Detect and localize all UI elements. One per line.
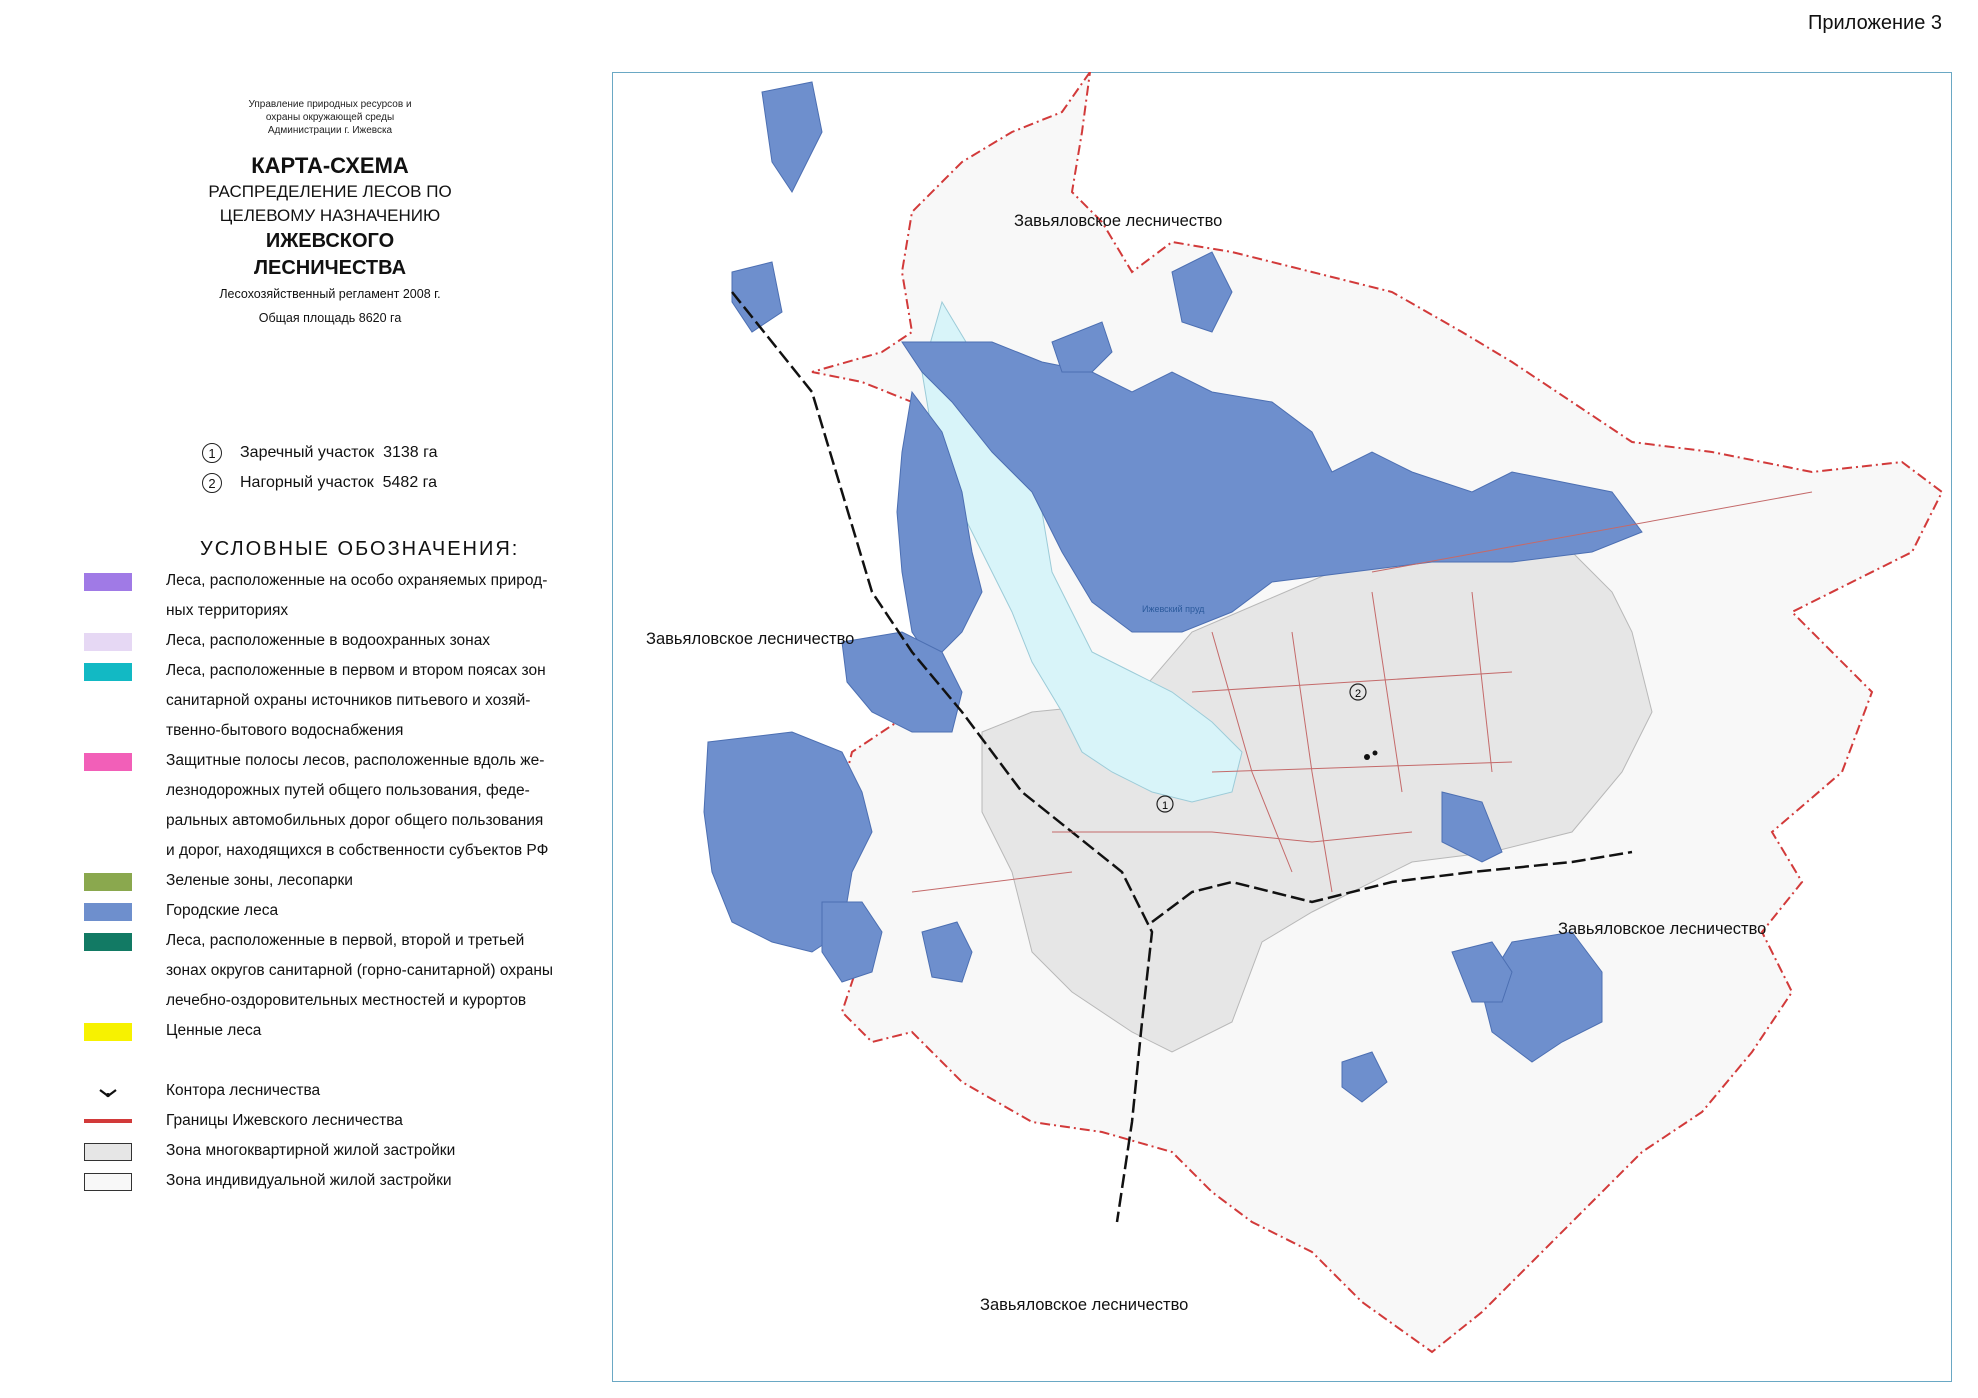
legend-text: Ценные леса [166, 1022, 262, 1039]
legend-text: Защитные полосы лесов, расположенные вдоль же- [166, 752, 545, 769]
parts-list [202, 438, 437, 498]
map-subtitle-line: РАСПРЕДЕЛЕНИЕ ЛЕСОВ ПО [208, 182, 452, 201]
legend-swatch [84, 753, 132, 771]
part-label: Нагорный участок [240, 474, 374, 491]
forestry-name: ЛЕСНИЧЕСТВА [253, 257, 407, 279]
legend-text: и дорог, находящихся в собственности субъектов РФ [166, 842, 549, 859]
legend-text: ральных автомобильных дорог общего пользования [166, 812, 544, 829]
legend-swatch [84, 903, 132, 921]
forestry-map [612, 72, 1952, 1382]
legend-swatch [84, 1173, 132, 1191]
legend-item [84, 1166, 604, 1196]
legend-swatch [84, 663, 132, 681]
legend-text: санитарной охраны источников питьевого и хозяй- [166, 692, 531, 709]
legend-item [84, 926, 604, 1016]
legend-text: Леса, расположенные на особо охраняемых природ- [166, 572, 548, 589]
neighbor-forestry-west: Завьяловское лесничество [646, 630, 855, 648]
legend-text: зонах округов санитарной (горно-санитарной) охраны [166, 962, 554, 979]
neighbor-forestry-south: Завьяловское лесничество [980, 1296, 1189, 1314]
map-title-block [150, 152, 510, 330]
part-1-label: 1 [1161, 800, 1169, 812]
part-number-badge: 1 [202, 443, 222, 463]
map-title: КАРТА-СХЕМА [251, 153, 409, 178]
legend-text: твенно-бытового водоснабжения [166, 722, 404, 739]
part-number-badge: 2 [202, 473, 222, 493]
legend-swatch [84, 1023, 132, 1041]
legend-item [84, 656, 604, 746]
forestry-office-marker [1373, 751, 1378, 756]
legend-title: УСЛОВНЫЕ ОБОЗНАЧЕНИЯ: [200, 538, 520, 560]
legend-swatch [84, 573, 132, 591]
part-area: 5482 га [382, 474, 438, 491]
legend-swatch [84, 1143, 132, 1161]
total-area-text: Общая площадь 8620 га [258, 311, 402, 325]
pond-label: Ижевский пруд [1142, 604, 1205, 614]
legend-item [84, 1106, 604, 1136]
legend-text: Леса, расположенные в водоохранных зонах [166, 632, 491, 649]
org-line: Администрации г. Ижевска [267, 125, 393, 136]
legend-swatch [84, 633, 132, 651]
legend-text: Зеленые зоны, лесопарки [166, 872, 353, 889]
neighbor-forestry-east: Завьяловское лесничество [1558, 920, 1767, 938]
appendix-label: Приложение 3 [1808, 12, 1942, 34]
legend-item [84, 1136, 604, 1166]
legend-spacer [84, 1046, 604, 1076]
legend-text: Леса, расположенные в первой, второй и третьей [166, 932, 525, 949]
legend-item [84, 746, 604, 866]
legend-text: Леса, расположенные в первом и втором поясах зон [166, 662, 546, 679]
legend-panel [0, 0, 600, 1398]
legend-text: Зона индивидуальной жилой застройки [166, 1172, 452, 1189]
legend-item [84, 866, 604, 896]
legend-text: Зона многоквартирной жилой застройки [166, 1142, 456, 1159]
legend-list [84, 566, 604, 1196]
legend-item [84, 626, 604, 656]
legend-swatch [84, 933, 132, 951]
reglament-text: Лесохозяйственный регламент 2008 г. [219, 287, 441, 301]
legend-item [84, 566, 604, 626]
legend-item [84, 896, 604, 926]
legend-text: Границы Ижевского лесничества [166, 1112, 403, 1129]
legend-text: Контора лесничества [166, 1082, 321, 1099]
legend-item [84, 1076, 604, 1106]
part-item [202, 438, 437, 468]
part-2-label: 2 [1354, 688, 1362, 700]
part-area: 3138 га [383, 444, 438, 461]
border-line-swatch [84, 1119, 132, 1123]
organization-header [180, 98, 480, 137]
org-line: Управление природных ресурсов и [248, 99, 412, 110]
neighbor-forestry-north: Завьяловское лесничество [1014, 212, 1223, 230]
part-label: Заречный участок [240, 444, 375, 461]
office-contour-icon [84, 1083, 132, 1101]
legend-text: лезнодорожных путей общего пользования, феде- [166, 782, 530, 799]
legend-text: ных территориях [166, 602, 289, 619]
legend-swatch [84, 873, 132, 891]
legend-text: Городские леса [166, 902, 279, 919]
forestry-office-marker [1364, 754, 1370, 760]
map-subtitle-line: ЦЕЛЕВОМУ НАЗНАЧЕНИЮ [219, 206, 441, 225]
forest-area [762, 82, 822, 192]
legend-text: лечебно-оздоровительных местностей и курортов [166, 992, 527, 1009]
forestry-name: ИЖЕВСКОГО [265, 230, 395, 252]
org-line: охраны окружающей среды [265, 112, 395, 123]
legend-item [84, 1016, 604, 1046]
part-item [202, 468, 437, 498]
